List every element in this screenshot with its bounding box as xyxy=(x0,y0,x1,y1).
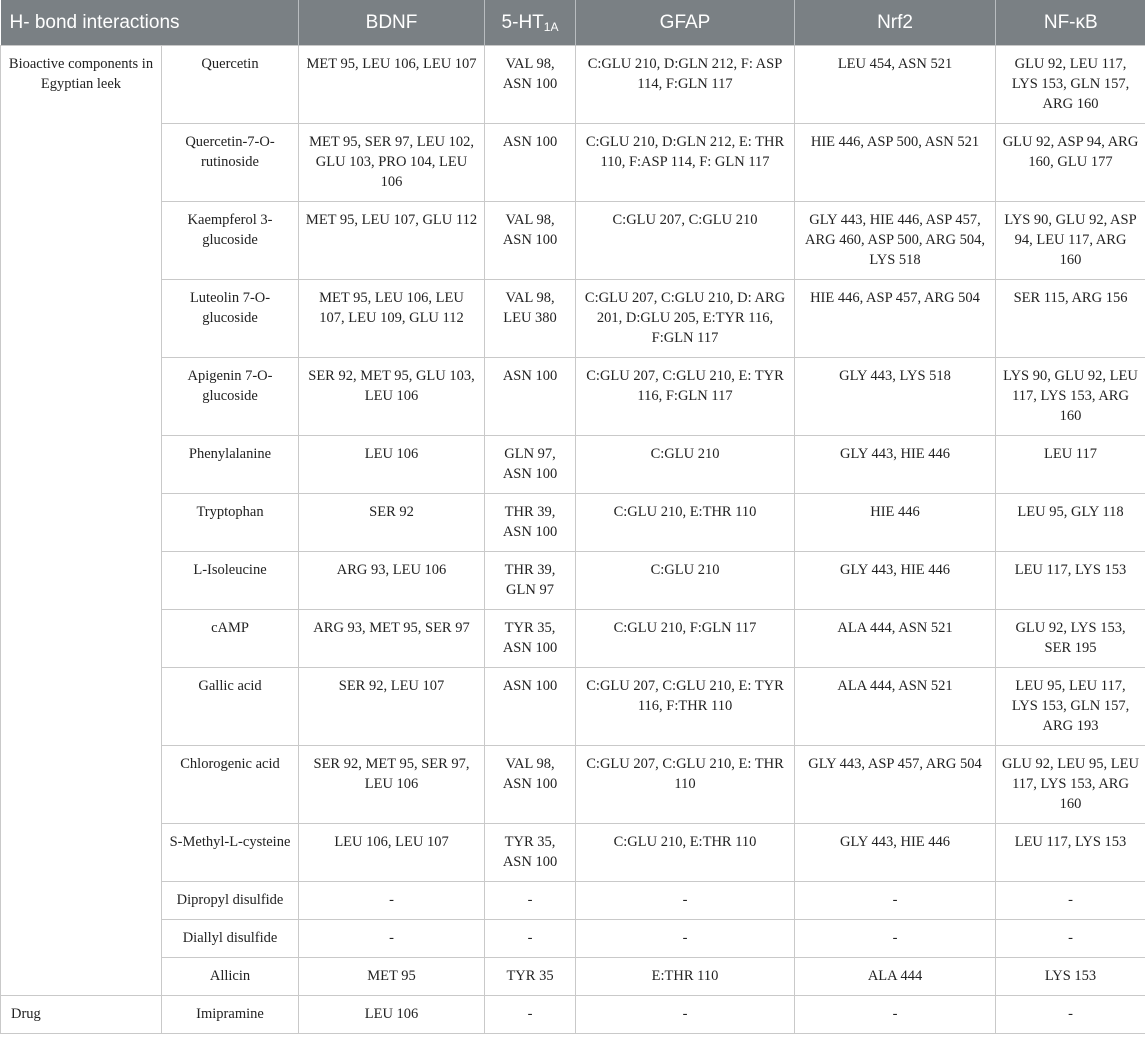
header-nrf2: Nrf2 xyxy=(795,0,996,46)
table-row xyxy=(1,958,1145,996)
cell-gfap: C:GLU 210, D:GLN 212, E: THR 110, F:ASP 114, F: GLN 117 xyxy=(576,124,795,202)
cell-gfap: C:GLU 207, C:GLU 210, E: TYR 116, F:THR 110 xyxy=(576,668,795,746)
cell-bdnf: - xyxy=(299,920,485,958)
header-bdnf: BDNF xyxy=(299,0,485,46)
cell-compound: Imipramine xyxy=(162,996,299,1034)
cell-gfap: E:THR 110 xyxy=(576,958,795,996)
cell-compound: Quercetin xyxy=(162,46,299,124)
cell-bdnf: - xyxy=(299,882,485,920)
table-row xyxy=(1,920,1145,958)
cell-compound: Tryptophan xyxy=(162,494,299,552)
cell-ht1a: VAL 98, LEU 380 xyxy=(485,280,576,358)
header-5ht-main: 5-HT xyxy=(501,11,544,33)
cell-gfap: C:GLU 210 xyxy=(576,552,795,610)
table-row xyxy=(1,46,1145,124)
cell-nrf2: - xyxy=(795,920,996,958)
cell-bdnf: SER 92, LEU 107 xyxy=(299,668,485,746)
cell-bdnf: MET 95 xyxy=(299,958,485,996)
cell-nrf2: GLY 443, HIE 446 xyxy=(795,824,996,882)
cell-nfkb: LEU 117, LYS 153 xyxy=(996,552,1145,610)
cell-nfkb: - xyxy=(996,920,1145,958)
cell-bdnf: MET 95, LEU 106, LEU 107 xyxy=(299,46,485,124)
header-5ht-subscript: 1A xyxy=(543,19,559,34)
cell-ht1a: - xyxy=(485,882,576,920)
table-row xyxy=(1,996,1145,1034)
table-row xyxy=(1,494,1145,552)
cell-ht1a: ASN 100 xyxy=(485,358,576,436)
cell-gfap: C:GLU 207, C:GLU 210, D: ARG 201, D:GLU 205, E:TYR 116, F:GLN 117 xyxy=(576,280,795,358)
table-row xyxy=(1,668,1145,746)
cell-nrf2: GLY 443, HIE 446 xyxy=(795,552,996,610)
cell-gfap: C:GLU 210, E:THR 110 xyxy=(576,494,795,552)
cell-compound: Dipropyl disulfide xyxy=(162,882,299,920)
cell-nrf2: - xyxy=(795,996,996,1034)
cell-nfkb: GLU 92, LEU 95, LEU 117, LYS 153, ARG 160 xyxy=(996,746,1145,824)
cell-nrf2: HIE 446, ASP 500, ASN 521 xyxy=(795,124,996,202)
cell-bdnf: SER 92 xyxy=(299,494,485,552)
header-hbond-interactions: H- bond interactions xyxy=(1,0,299,46)
table-row xyxy=(1,436,1145,494)
cell-nfkb: LYS 90, GLU 92, LEU 117, LYS 153, ARG 160 xyxy=(996,358,1145,436)
cell-nfkb: - xyxy=(996,882,1145,920)
cell-compound: Luteolin 7-O-glucoside xyxy=(162,280,299,358)
cell-nrf2: GLY 443, LYS 518 xyxy=(795,358,996,436)
cell-gfap: C:GLU 207, C:GLU 210, E: THR 110 xyxy=(576,746,795,824)
cell-nrf2: - xyxy=(795,882,996,920)
table-row xyxy=(1,746,1145,824)
cell-gfap: - xyxy=(576,996,795,1034)
cell-bdnf: LEU 106 xyxy=(299,996,485,1034)
cell-ht1a: TYR 35, ASN 100 xyxy=(485,824,576,882)
cell-gfap: C:GLU 210 xyxy=(576,436,795,494)
table-row xyxy=(1,202,1145,280)
cell-nrf2: ALA 444, ASN 521 xyxy=(795,610,996,668)
cell-nrf2: HIE 446, ASP 457, ARG 504 xyxy=(795,280,996,358)
table-row xyxy=(1,280,1145,358)
cell-ht1a: ASN 100 xyxy=(485,124,576,202)
cell-nfkb: GLU 92, LYS 153, SER 195 xyxy=(996,610,1145,668)
cell-bdnf: MET 95, LEU 106, LEU 107, LEU 109, GLU 112 xyxy=(299,280,485,358)
cell-compound: L-Isoleucine xyxy=(162,552,299,610)
cell-bdnf: LEU 106, LEU 107 xyxy=(299,824,485,882)
cell-ht1a: - xyxy=(485,996,576,1034)
cell-compound: Gallic acid xyxy=(162,668,299,746)
cell-ht1a: VAL 98, ASN 100 xyxy=(485,46,576,124)
cell-ht1a: VAL 98, ASN 100 xyxy=(485,746,576,824)
cell-compound: Allicin xyxy=(162,958,299,996)
table-row xyxy=(1,882,1145,920)
cell-bdnf: SER 92, MET 95, GLU 103, LEU 106 xyxy=(299,358,485,436)
cell-nfkb: SER 115, ARG 156 xyxy=(996,280,1145,358)
table-header xyxy=(1,0,1145,46)
header-5ht1a xyxy=(485,0,576,46)
header-row xyxy=(1,0,1145,46)
cell-nfkb: LYS 90, GLU 92, ASP 94, LEU 117, ARG 160 xyxy=(996,202,1145,280)
cell-compound: Chlorogenic acid xyxy=(162,746,299,824)
table-row xyxy=(1,610,1145,668)
header-gfap: GFAP xyxy=(576,0,795,46)
cell-compound: cAMP xyxy=(162,610,299,668)
cell-compound: S-Methyl-L-cysteine xyxy=(162,824,299,882)
table-row xyxy=(1,552,1145,610)
header-nfkb: NF-κB xyxy=(996,0,1145,46)
table-row xyxy=(1,124,1145,202)
cell-ht1a: - xyxy=(485,920,576,958)
cell-bdnf: ARG 93, LEU 106 xyxy=(299,552,485,610)
cell-nfkb: LEU 117, LYS 153 xyxy=(996,824,1145,882)
group-label-drug: Drug xyxy=(1,996,162,1034)
group-label-bioactive: Bioactive components in Egyptian leek xyxy=(1,46,162,996)
cell-ht1a: THR 39, GLN 97 xyxy=(485,552,576,610)
cell-gfap: - xyxy=(576,920,795,958)
cell-bdnf: SER 92, MET 95, SER 97, LEU 106 xyxy=(299,746,485,824)
cell-nrf2: LEU 454, ASN 521 xyxy=(795,46,996,124)
cell-gfap: C:GLU 207, C:GLU 210 xyxy=(576,202,795,280)
cell-bdnf: ARG 93, MET 95, SER 97 xyxy=(299,610,485,668)
table-body xyxy=(1,46,1145,1034)
cell-nrf2: GLY 443, HIE 446, ASP 457, ARG 460, ASP 500, ARG 504, LYS 518 xyxy=(795,202,996,280)
cell-bdnf: MET 95, LEU 107, GLU 112 xyxy=(299,202,485,280)
cell-compound: Phenylalanine xyxy=(162,436,299,494)
cell-ht1a: TYR 35 xyxy=(485,958,576,996)
cell-ht1a: ASN 100 xyxy=(485,668,576,746)
cell-gfap: C:GLU 210, F:GLN 117 xyxy=(576,610,795,668)
cell-nfkb: LEU 95, GLY 118 xyxy=(996,494,1145,552)
cell-gfap: - xyxy=(576,882,795,920)
cell-nrf2: ALA 444, ASN 521 xyxy=(795,668,996,746)
cell-gfap: C:GLU 207, C:GLU 210, E: TYR 116, F:GLN 117 xyxy=(576,358,795,436)
cell-compound: Kaempferol 3-glucoside xyxy=(162,202,299,280)
cell-nrf2: GLY 443, ASP 457, ARG 504 xyxy=(795,746,996,824)
cell-nrf2: ALA 444 xyxy=(795,958,996,996)
cell-nfkb: LEU 117 xyxy=(996,436,1145,494)
table-row xyxy=(1,824,1145,882)
cell-ht1a: TYR 35, ASN 100 xyxy=(485,610,576,668)
cell-nfkb: LEU 95, LEU 117, LYS 153, GLN 157, ARG 193 xyxy=(996,668,1145,746)
cell-nfkb: LYS 153 xyxy=(996,958,1145,996)
cell-bdnf: MET 95, SER 97, LEU 102, GLU 103, PRO 104, LEU 106 xyxy=(299,124,485,202)
cell-nrf2: GLY 443, HIE 446 xyxy=(795,436,996,494)
cell-nfkb: GLU 92, LEU 117, LYS 153, GLN 157, ARG 160 xyxy=(996,46,1145,124)
cell-bdnf: LEU 106 xyxy=(299,436,485,494)
cell-compound: Quercetin-7-O-rutinoside xyxy=(162,124,299,202)
cell-nfkb: GLU 92, ASP 94, ARG 160, GLU 177 xyxy=(996,124,1145,202)
cell-ht1a: VAL 98, ASN 100 xyxy=(485,202,576,280)
table-row xyxy=(1,358,1145,436)
cell-nfkb: - xyxy=(996,996,1145,1034)
cell-ht1a: THR 39, ASN 100 xyxy=(485,494,576,552)
cell-compound: Apigenin 7-O-glucoside xyxy=(162,358,299,436)
cell-gfap: C:GLU 210, E:THR 110 xyxy=(576,824,795,882)
cell-nrf2: HIE 446 xyxy=(795,494,996,552)
cell-gfap: C:GLU 210, D:GLN 212, F: ASP 114, F:GLN 117 xyxy=(576,46,795,124)
cell-compound: Diallyl disulfide xyxy=(162,920,299,958)
cell-ht1a: GLN 97, ASN 100 xyxy=(485,436,576,494)
